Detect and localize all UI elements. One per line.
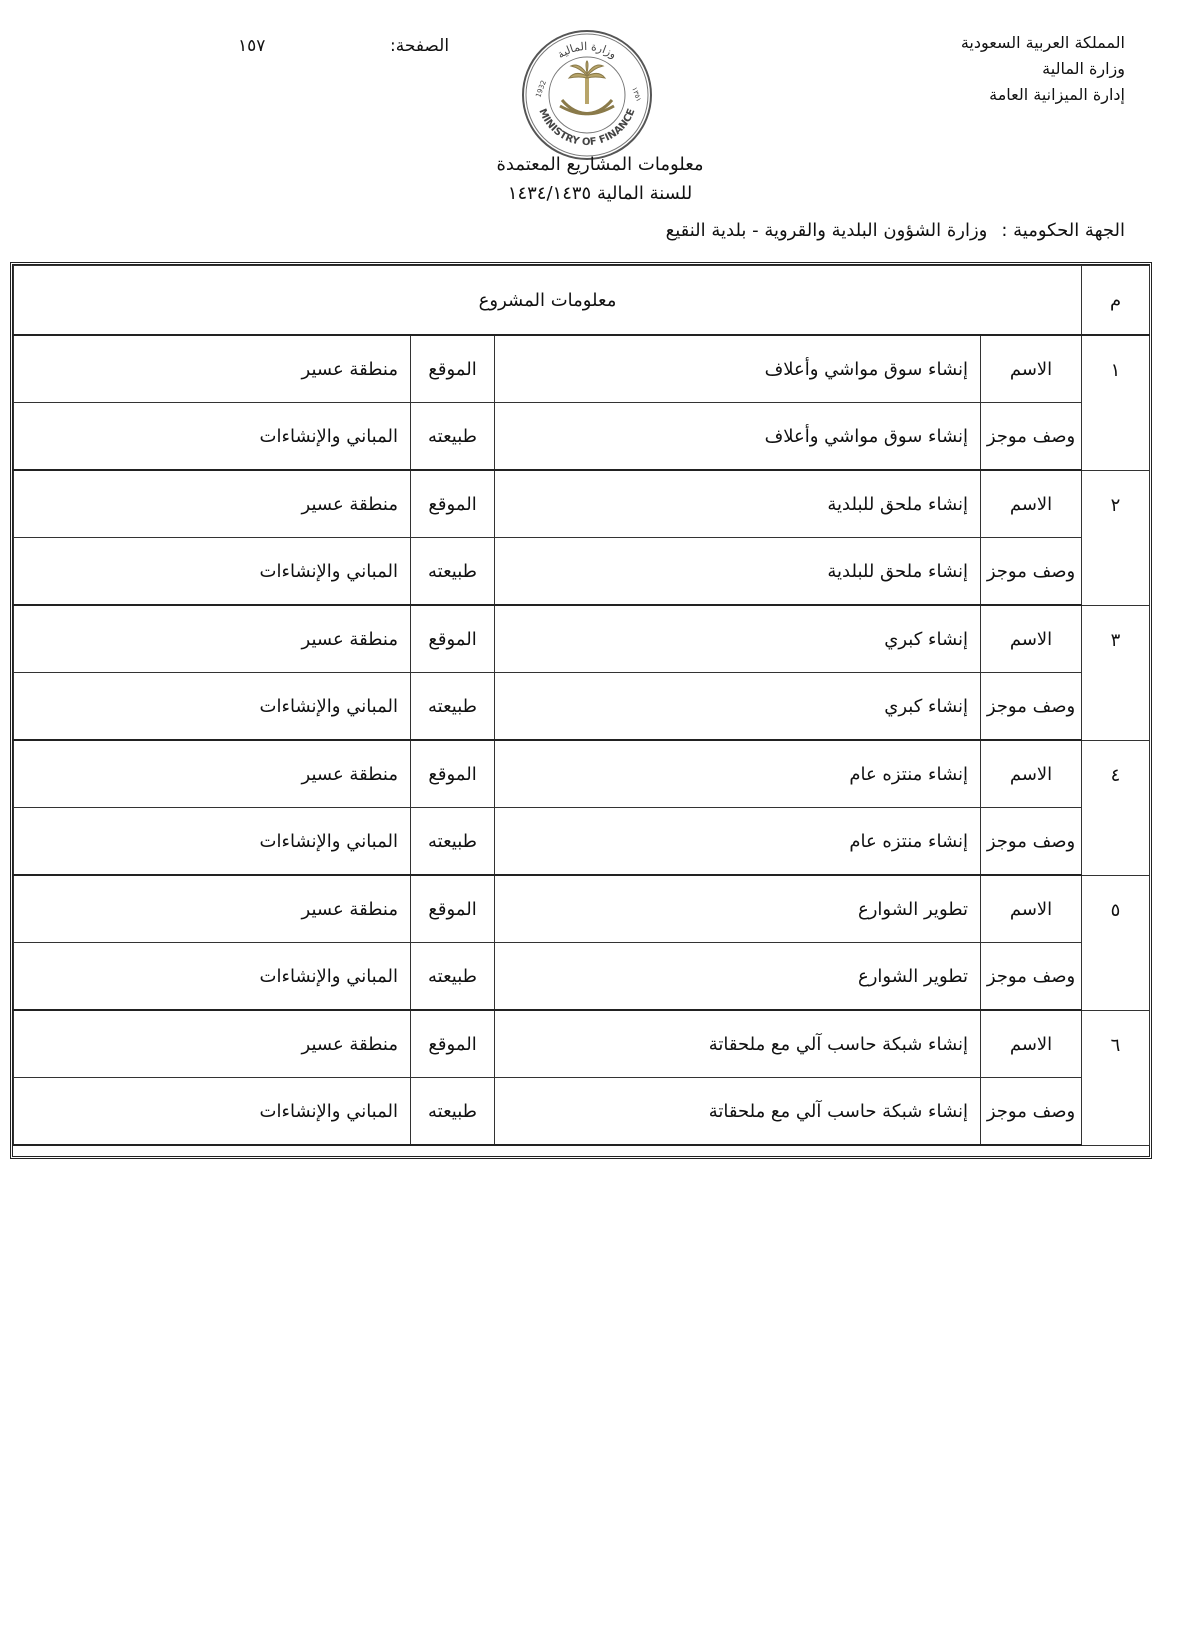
location-label: الموقع — [411, 335, 495, 403]
title-line-2: للسنة المالية ١٤٣٤/١٤٣٥ — [507, 183, 693, 204]
project-description: إنشاء ملحق للبلدية — [495, 538, 981, 606]
org-line-kingdom: المملكة العربية السعودية — [960, 33, 1125, 52]
project-name: إنشاء شبكة حاسب آلي مع ملحقاتة — [495, 1010, 981, 1078]
nature-label: طبيعته — [411, 538, 495, 606]
nature-label: طبيعته — [411, 673, 495, 741]
project-name: إنشاء منتزه عام — [495, 740, 981, 808]
name-label: الاسم — [981, 1010, 1082, 1078]
page-label: الصفحة: — [390, 36, 450, 56]
table-row — [14, 673, 1150, 741]
document-title — [360, 150, 840, 208]
description-label: وصف موجز — [981, 1078, 1082, 1146]
project-description: تطوير الشوارع — [495, 943, 981, 1011]
location-label: الموقع — [411, 740, 495, 808]
table-row — [14, 605, 1150, 673]
location-label: الموقع — [411, 875, 495, 943]
table-row — [14, 808, 1150, 876]
description-label: وصف موجز — [981, 943, 1082, 1011]
description-label: وصف موجز — [981, 538, 1082, 606]
page-number: ١٥٧ — [238, 36, 266, 56]
project-location: منطقة عسير — [14, 1010, 411, 1078]
project-location: منطقة عسير — [14, 740, 411, 808]
ministry-of-finance-logo — [520, 28, 654, 162]
row-number: ١ — [1082, 335, 1150, 470]
location-label: الموقع — [411, 605, 495, 673]
logo-top-text: وزارة المالية — [554, 39, 620, 62]
org-line-ministry: وزارة المالية — [1042, 59, 1125, 78]
project-description: إنشاء منتزه عام — [495, 808, 981, 876]
svg-text:وزارة المالية — [555, 40, 619, 61]
project-nature: المباني والإنشاءات — [14, 808, 411, 876]
table-row — [14, 470, 1150, 538]
project-nature: المباني والإنشاءات — [14, 538, 411, 606]
row-number: ٦ — [1082, 1010, 1150, 1145]
organization-header — [825, 30, 1125, 108]
table-row — [14, 875, 1150, 943]
description-label: وصف موجز — [981, 808, 1082, 876]
logo-year-left: 1932 — [534, 79, 548, 99]
project-location: منطقة عسير — [14, 335, 411, 403]
table-row — [14, 740, 1150, 808]
project-location: منطقة عسير — [14, 875, 411, 943]
table-row — [14, 335, 1150, 403]
table-row — [14, 403, 1150, 471]
name-label: الاسم — [981, 605, 1082, 673]
project-nature: المباني والإنشاءات — [14, 673, 411, 741]
projects-table — [10, 262, 1152, 1159]
location-label: الموقع — [411, 1010, 495, 1078]
nature-label: طبيعته — [411, 943, 495, 1011]
agency-line — [225, 220, 1125, 241]
row-number: ٢ — [1082, 470, 1150, 605]
table-header-row — [14, 266, 1150, 336]
table-row — [14, 1010, 1150, 1078]
name-label: الاسم — [981, 740, 1082, 808]
project-name: تطوير الشوارع — [495, 875, 981, 943]
column-header-project-info: معلومات المشروع — [14, 266, 1082, 336]
logo-year-right: ١٣٥١ — [630, 85, 643, 103]
nature-label: طبيعته — [411, 808, 495, 876]
description-label: وصف موجز — [981, 403, 1082, 471]
row-number: ٤ — [1082, 740, 1150, 875]
project-name: إنشاء سوق مواشي وأعلاف — [495, 335, 981, 403]
logo-bottom-text: MINISTRY OF FINANCE — [536, 107, 638, 149]
row-number: ٣ — [1082, 605, 1150, 740]
org-line-department: إدارة الميزانية العامة — [989, 85, 1125, 104]
project-nature: المباني والإنشاءات — [14, 943, 411, 1011]
project-name: إنشاء كبري — [495, 605, 981, 673]
project-name: إنشاء ملحق للبلدية — [495, 470, 981, 538]
project-location: منطقة عسير — [14, 605, 411, 673]
table-row — [14, 1078, 1150, 1146]
name-label: الاسم — [981, 470, 1082, 538]
title-line-1: معلومات المشاريع المعتمدة — [496, 154, 704, 175]
location-label: الموقع — [411, 470, 495, 538]
table-row — [14, 943, 1150, 1011]
project-location: منطقة عسير — [14, 470, 411, 538]
table-row — [14, 538, 1150, 606]
agency-value: وزارة الشؤون البلدية والقروية - بلدية النقيع — [665, 220, 988, 241]
nature-label: طبيعته — [411, 1078, 495, 1146]
project-nature: المباني والإنشاءات — [14, 1078, 411, 1146]
palm-tree-icon — [569, 61, 605, 104]
description-label: وصف موجز — [981, 673, 1082, 741]
project-nature: المباني والإنشاءات — [14, 403, 411, 471]
nature-label: طبيعته — [411, 403, 495, 471]
name-label: الاسم — [981, 875, 1082, 943]
column-header-number: م — [1082, 266, 1150, 336]
project-description: إنشاء سوق مواشي وأعلاف — [495, 403, 981, 471]
row-number: ٥ — [1082, 875, 1150, 1010]
name-label: الاسم — [981, 335, 1082, 403]
project-description: إنشاء كبري — [495, 673, 981, 741]
project-description: إنشاء شبكة حاسب آلي مع ملحقاتة — [495, 1078, 981, 1146]
agency-label: الجهة الحكومية : — [1001, 220, 1125, 241]
